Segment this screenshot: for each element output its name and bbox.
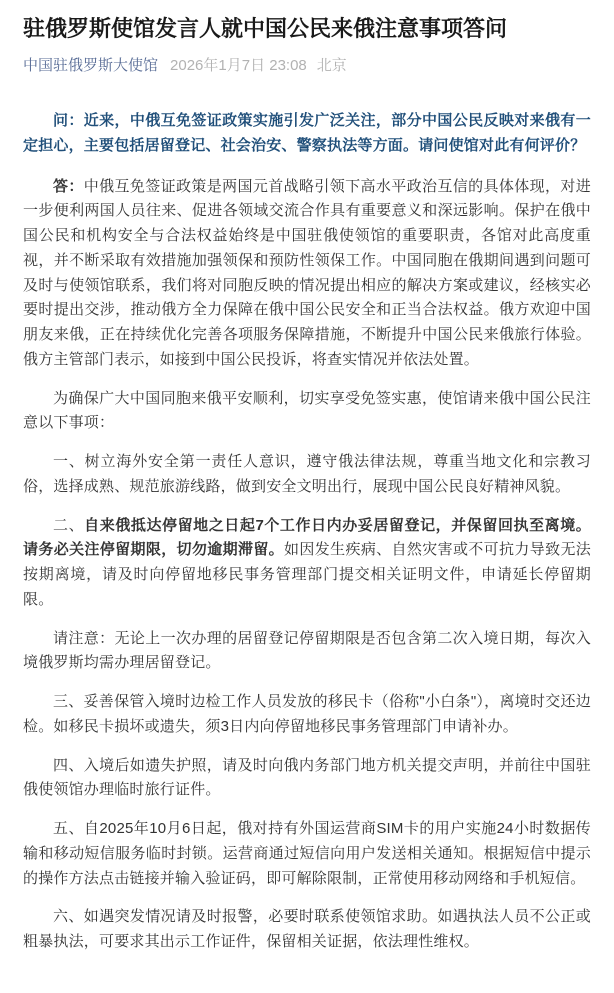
body-paragraph xyxy=(23,690,591,740)
text-segment: 如因发生疾病、自然灾害或不可抗力导致无法按期离境，请及时向停留地移民事务管理部门提交相关证明文件，申请延长停留期限。 xyxy=(23,541,591,608)
text-segment: 三、妥善保管入境时边检工作人员发放的移民卡（俗称"小白条"），离境时交还边检。如移民卡损坏或遗失，须3日内向停留地移民事务管理部门申请补办。 xyxy=(23,693,591,735)
text-segment: 六、如遇突发情况请及时报警，必要时联系使领馆求助。如遇执法人员不公正或粗暴执法，可要求其出示工作证件，保留相关证据，依法理性维权。 xyxy=(23,908,591,951)
text-segment: 五、自2025年10月6日起，俄对持有外国运营商SIM卡的用户实施24小时数据传输和移动短信服务临时封锁。运营商通过短信向用户发送相关通知。根据短信中提示的操作方法点击链接并输入验证码，即可解除限制，正常使用移动网络和手机短信。 xyxy=(23,820,591,887)
publish-date: 2026年1月7日 23:08 xyxy=(170,56,307,74)
body-paragraph xyxy=(23,175,591,373)
body-paragraph xyxy=(23,627,591,677)
text-segment: 为确保广大中国同胞来俄平安顺利，切实享受免签实惠，使馆请来俄中国公民注意以下事项： xyxy=(23,389,591,432)
text-segment: 请注意：无论上一次办理的居留登记停留期限是否包含第二次入境日期，每次入境俄罗斯均需办理居留登记。 xyxy=(23,629,591,672)
publish-location: 北京 xyxy=(316,56,347,74)
article-title: 驻俄罗斯使馆发言人就中国公民来俄注意事项答问 xyxy=(23,16,508,41)
body-paragraph xyxy=(23,514,591,613)
text-segment: 四、入境后如遗失护照，请及时向俄内务部门地方机关提交声明，并前往中国驻俄使领馆办理临时旅行证件。 xyxy=(23,756,591,799)
text-segment: 答： xyxy=(53,177,84,195)
body-paragraph xyxy=(23,387,591,437)
body-paragraph xyxy=(23,905,591,955)
question-paragraph: 问：近来，中俄互免签证政策实施引发广泛关注，部分中国公民反映对来俄有一定担心，主要包括居留登记、社会治安、警察执法等方面。请问使馆对此有何评价？ xyxy=(23,112,591,154)
body-paragraph xyxy=(23,754,591,804)
article-meta xyxy=(23,56,591,76)
body-paragraph xyxy=(23,450,591,500)
body-paragraph xyxy=(23,817,591,891)
text-segment: 自来俄抵达停留地之日起7个工作日内办妥居留登记，并保留回执至离境。请务必关注停留期限，切勿逾期滞留。 xyxy=(23,516,591,559)
text-segment: 中俄互免签证政策是两国元首战略引领下高水平政治互信的具体体现，对进一步便利两国人员往来、促进各领域交流合作具有重要意义和深远影响。保护在俄中国公民和机构安全与合法权益始终是中国驻俄使领馆的重要职责，各馆对此高度重视，并不断采取有效措施加强领保和预防性领保工作。中国同胞在俄期间遇到问题可及时与使领馆联系，我们将对同胞反映的情况提出相应的解决方案或建议，经核实必要时提出交涉，推动俄方全力保障在俄中国公民安全和正当合法权益。俄方欢迎中国朋友来俄，正在持续优化完善各项服务保障措施，不断提升中国公民来俄旅行体验。俄方主管部门表示，如接到中国公民投诉，将查实情况并依法处置。 xyxy=(23,177,592,368)
text-segment: 一、树立海外安全第一责任人意识，遵守俄法律法规，尊重当地文化和宗教习俗，选择成熟、规范旅游线路，做到安全文明出行，展现中国公民良好精神风貌。 xyxy=(23,453,591,495)
account-name-link[interactable]: 中国驻俄罗斯大使馆 xyxy=(23,56,159,74)
text-segment: 二、 xyxy=(53,516,85,534)
article-body xyxy=(23,109,591,955)
